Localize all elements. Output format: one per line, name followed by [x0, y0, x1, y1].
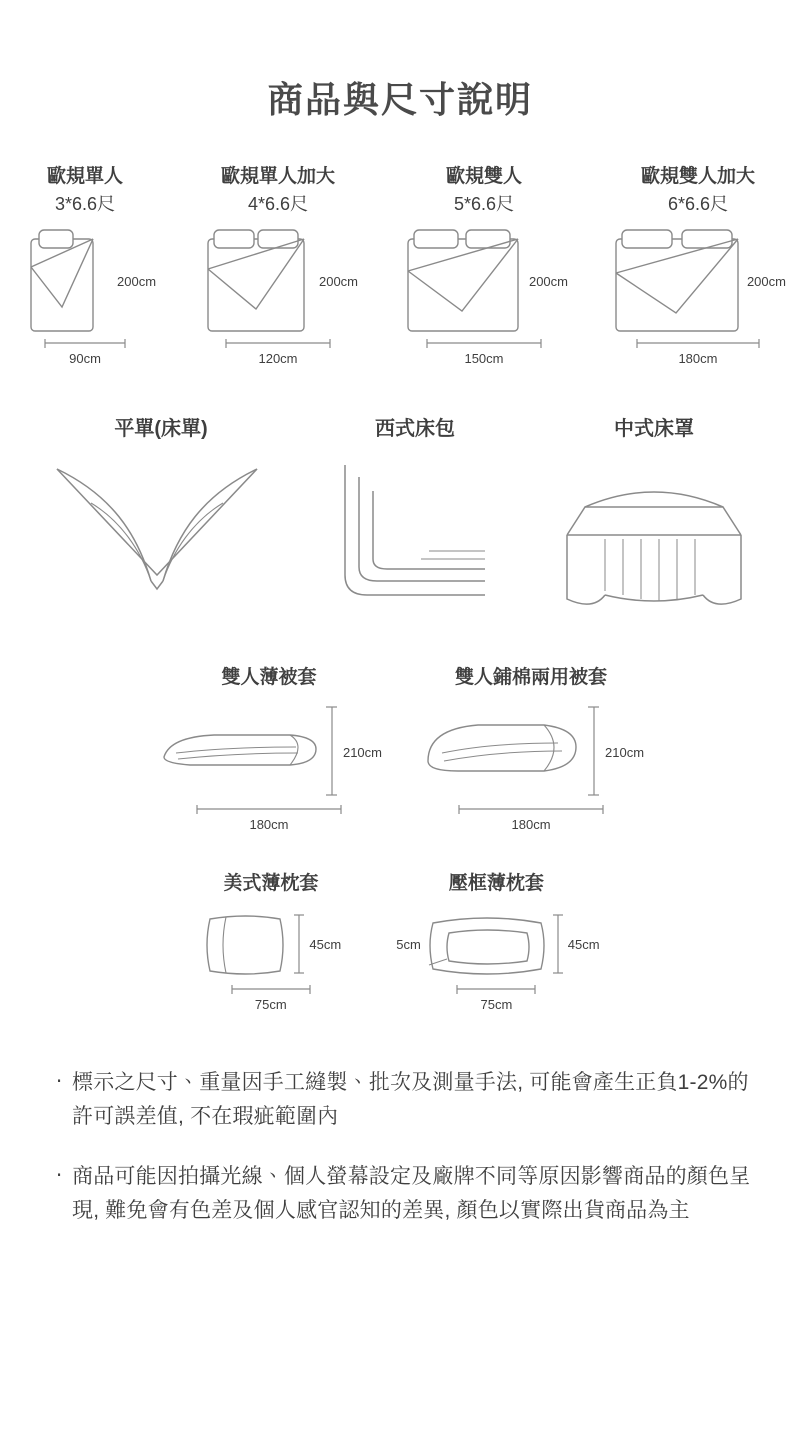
quilt-width-value: 180cm [511, 816, 551, 832]
bed-size: 5*6.6尺 [453, 193, 514, 214]
sheet-type-card [325, 412, 505, 620]
bed-size-card [198, 163, 358, 366]
sheet-type-label: 中式床罩 [614, 417, 694, 440]
bed-width-row [14, 337, 156, 349]
width-dimension-line [634, 337, 762, 349]
width-dimension-line [229, 983, 313, 995]
bed-skirt-icon [559, 455, 749, 615]
pillowcase-flange-value: 5cm [396, 937, 421, 953]
king-bed-icon [610, 227, 744, 337]
bed-diagram [14, 227, 156, 337]
pillowcase-height-value: 45cm [309, 937, 342, 953]
sheet-type-card [559, 412, 749, 620]
bed-height-value: 200cm [746, 274, 786, 290]
quilt-label: 雙人鋪棉兩用被套 [455, 666, 608, 688]
pillowcase-height-value: 45cm [567, 937, 600, 953]
bed-size-card [610, 163, 786, 366]
bed-height-value: 200cm [528, 274, 568, 290]
quilt-card [156, 662, 382, 832]
quilt-label: 雙人薄被套 [221, 666, 317, 688]
quilt-width-value: 180cm [249, 816, 289, 832]
thin-duvet-cover-icon [156, 703, 324, 803]
height-dimension-line [324, 703, 340, 803]
note-bullet-icon: ‧ [55, 1164, 63, 1187]
page-title: 商品與尺寸說明 [266, 79, 533, 120]
bed-name: 歐規單人加大 [220, 166, 335, 188]
pillowcase-card [200, 868, 341, 1012]
bed-size: 6*6.6尺 [667, 193, 728, 214]
single-bed-icon [14, 227, 114, 337]
bed-width-row [198, 337, 358, 349]
quilt-diagram [418, 703, 644, 803]
note-bullet-icon: ‧ [55, 1070, 63, 1093]
pillowcase-diagram [393, 907, 599, 983]
height-dimension-line [586, 703, 602, 803]
padded-duvet-cover-icon [418, 703, 586, 803]
note-item [46, 1066, 754, 1134]
bed-size-card [400, 163, 568, 366]
single-xl-bed-icon [198, 227, 316, 337]
width-dimension-line [42, 337, 128, 349]
width-dimension-line [223, 337, 333, 349]
height-dimension-line [292, 907, 306, 983]
sheet-type-label: 平單(床單) [114, 417, 208, 440]
bed-size: 3*6.6尺 [54, 193, 116, 214]
double-bed-icon [400, 227, 526, 337]
bed-diagram [400, 227, 568, 337]
quilt-section [0, 662, 800, 832]
bed-height-value: 200cm [318, 274, 359, 290]
pillowcase-width-value: 75cm [254, 996, 287, 1012]
pillowcase-diagram [200, 907, 341, 983]
quilt-diagram [156, 703, 382, 803]
bed-name: 歐規單人 [47, 166, 124, 188]
bed-width-value: 90cm [69, 350, 101, 366]
quilt-width-row [418, 803, 644, 815]
sheet-type-card [51, 412, 271, 620]
bed-width-value: 180cm [678, 350, 718, 366]
note-text: 標示之尺寸、重量因手工縫製、批次及測量手法, 可能會產生正負1-2%的許可誤差值, 不在瑕疵範圍內 [72, 1070, 749, 1128]
bed-name: 歐規雙人加大 [640, 166, 755, 188]
framed-pillowcase-icon [423, 907, 551, 983]
pillowcase-label: 壓框薄枕套 [448, 872, 544, 894]
height-dimension-line [551, 907, 565, 983]
fitted-sheet-icon [325, 455, 505, 615]
pillowcase-width-value: 75cm [480, 996, 513, 1012]
width-dimension-line [424, 337, 544, 349]
bed-sizes-section [0, 121, 800, 366]
sheet-types-section [0, 412, 800, 620]
width-dimension-line [454, 983, 538, 995]
bed-diagram [198, 227, 358, 337]
sheet-type-label: 西式床包 [375, 417, 455, 440]
bed-diagram [610, 227, 786, 337]
bed-width-row [610, 337, 786, 349]
quilt-card [418, 662, 644, 832]
bed-width-value: 120cm [258, 350, 298, 366]
quilt-height-value: 210cm [342, 745, 382, 761]
pillowcase-width-row [200, 983, 341, 995]
note-item [46, 1160, 754, 1228]
pillowcase-width-row [393, 983, 599, 995]
quilt-width-row [156, 803, 382, 815]
note-text: 商品可能因拍攝光線、個人螢幕設定及廠牌不同等原因影響商品的顏色呈現, 難免會有色差及個人感官認知的差異, 顏色以實際出貨商品為主 [72, 1164, 751, 1222]
bed-width-value: 150cm [464, 350, 504, 366]
width-dimension-line [194, 803, 344, 815]
flat-sheet-icon [51, 455, 271, 615]
width-dimension-line [456, 803, 606, 815]
bed-size-card [14, 163, 156, 366]
bed-width-row [400, 337, 568, 349]
notes-section [46, 1066, 754, 1228]
bed-height-value: 200cm [117, 274, 157, 290]
american-pillowcase-icon [200, 907, 292, 983]
pillowcase-section [0, 868, 800, 1012]
bed-size: 4*6.6尺 [247, 193, 309, 214]
pillowcase-card [393, 868, 599, 1012]
quilt-height-value: 210cm [605, 745, 645, 761]
bed-name: 歐規雙人 [445, 166, 522, 188]
pillowcase-label: 美式薄枕套 [223, 872, 319, 894]
